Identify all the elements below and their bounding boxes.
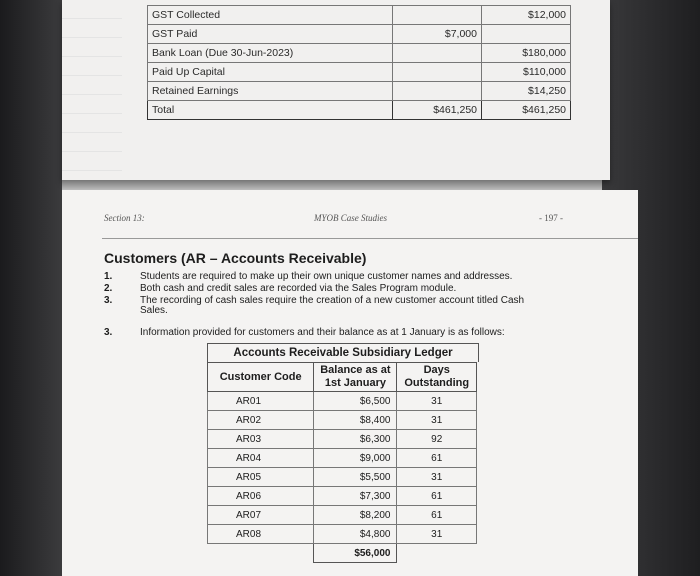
ledger-total: $56,000 xyxy=(314,544,397,563)
balance: $4,800 xyxy=(314,525,397,544)
row-amount: $180,000 xyxy=(482,44,571,63)
header-rule xyxy=(102,238,638,239)
row-label: Bank Loan (Due 30-Jun-2023) xyxy=(148,44,393,63)
days-outstanding: 31 xyxy=(397,468,477,487)
table-row xyxy=(148,25,571,44)
customer-code: AR06 xyxy=(208,487,314,506)
days-outstanding: 61 xyxy=(397,449,477,468)
row-amount: $461,250 xyxy=(482,101,571,120)
page-gap xyxy=(62,180,602,190)
table-row xyxy=(208,487,477,506)
customer-code: AR03 xyxy=(208,430,314,449)
balance: $5,500 xyxy=(314,468,397,487)
page-number: - 197 - xyxy=(539,213,563,223)
book-title: MYOB Case Studies xyxy=(314,213,387,223)
balance: $8,400 xyxy=(314,411,397,430)
col-days: Days Outstanding xyxy=(397,363,477,392)
col-balance: Balance as at 1st January xyxy=(314,363,397,392)
balance-sheet-table xyxy=(147,5,571,120)
table-row xyxy=(148,44,571,63)
table-row xyxy=(208,525,477,544)
section-label: Section 13: xyxy=(104,213,145,223)
bottom-page: Section 13: MYOB Case Studies - 197 - Customers (AR – Accounts Receivable) 1. Students are required to make up their own unique customer names and addresses. 2. Both cash and credit sales are recorded via the Sales Program module. 3. The recording of cash sales require the creation of a new customer account titled Cash Sales. 3. Information provided for customers and their balance as at 1 January is as follows: Accounts Receivable Subsidiary Ledger Customer Code Balance as at 1st January Days Outstanding AR01 $6,500 31 AR02 $8,400 31 AR03 $6,300 92 AR04 $9,000 61 AR05 $5,500 31 AR06 $7,300 61 AR07 $8,200 61 AR08 $4,800 31 $56,000 xyxy=(62,190,638,576)
row-amount xyxy=(393,6,482,25)
section-title: Customers (AR – Accounts Receivable) xyxy=(104,250,367,266)
row-label: GST Paid xyxy=(148,25,393,44)
table-row xyxy=(208,468,477,487)
table-row xyxy=(148,82,571,101)
balance: $6,300 xyxy=(314,430,397,449)
balance: $6,500 xyxy=(314,392,397,411)
background-left xyxy=(0,0,62,576)
row-amount: $12,000 xyxy=(482,6,571,25)
ledger-table xyxy=(207,362,477,563)
col-customer-code: Customer Code xyxy=(208,363,314,392)
customer-code: AR04 xyxy=(208,449,314,468)
top-page xyxy=(62,0,610,180)
days-outstanding: 92 xyxy=(397,430,477,449)
table-row xyxy=(148,101,571,120)
table-row xyxy=(148,6,571,25)
days-outstanding: 61 xyxy=(397,506,477,525)
row-label: Paid Up Capital xyxy=(148,63,393,82)
row-amount: $7,000 xyxy=(393,25,482,44)
row-amount: $14,250 xyxy=(482,82,571,101)
days-outstanding: 31 xyxy=(397,411,477,430)
balance: $7,300 xyxy=(314,487,397,506)
row-amount xyxy=(482,25,571,44)
customer-code: AR05 xyxy=(208,468,314,487)
table-row xyxy=(148,63,571,82)
row-label: GST Collected xyxy=(148,6,393,25)
row-label: Retained Earnings xyxy=(148,82,393,101)
table-row xyxy=(208,411,477,430)
row-amount xyxy=(393,44,482,63)
ledger-title: Accounts Receivable Subsidiary Ledger xyxy=(207,343,479,362)
table-row xyxy=(208,506,477,525)
customer-code: AR02 xyxy=(208,411,314,430)
table-row xyxy=(208,449,477,468)
balance: $9,000 xyxy=(314,449,397,468)
customer-code: AR07 xyxy=(208,506,314,525)
days-outstanding: 61 xyxy=(397,487,477,506)
total-row xyxy=(208,544,477,563)
row-amount: $461,250 xyxy=(393,101,482,120)
ar-ledger xyxy=(207,343,477,563)
row-amount: $110,000 xyxy=(482,63,571,82)
balance: $8,200 xyxy=(314,506,397,525)
row-amount xyxy=(393,63,482,82)
table-row xyxy=(208,430,477,449)
customer-code: AR08 xyxy=(208,525,314,544)
row-label: Total xyxy=(148,101,393,120)
row-amount xyxy=(393,82,482,101)
days-outstanding: 31 xyxy=(397,525,477,544)
days-outstanding: 31 xyxy=(397,392,477,411)
customer-code: AR01 xyxy=(208,392,314,411)
table-row xyxy=(208,392,477,411)
